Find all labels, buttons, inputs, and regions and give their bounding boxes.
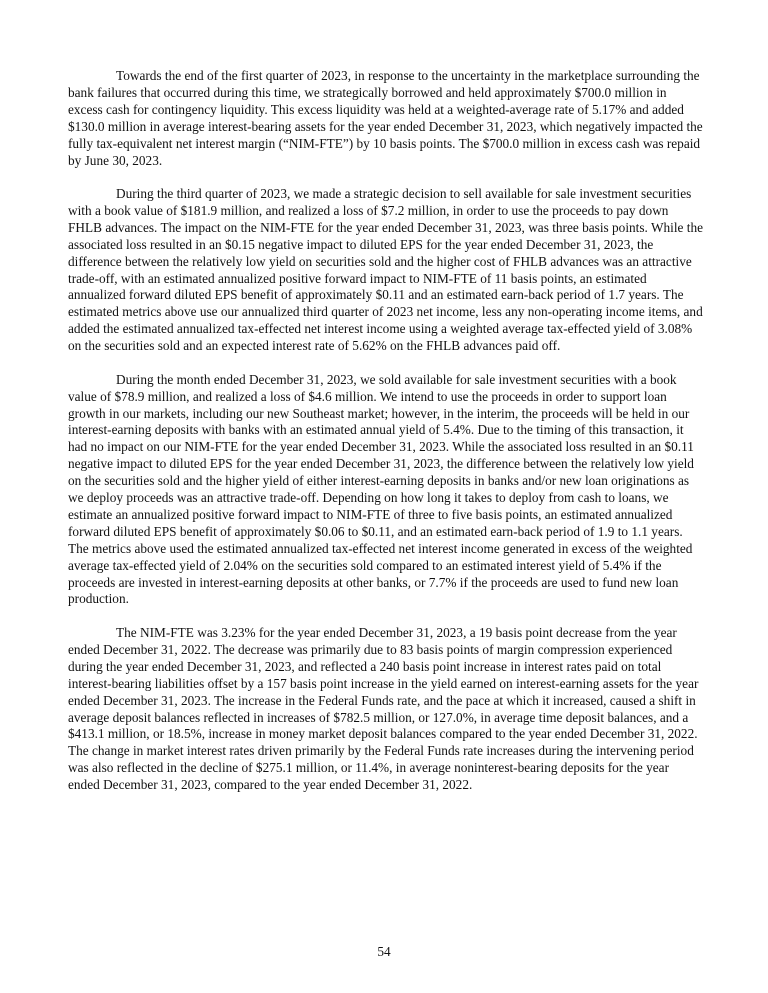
paragraph-december-securities-sale: During the month ended December 31, 2023, we sold available for sale investment securities with a book value of $78.9 million, and realized a loss of $4.6 million. We intend to use the proceeds in order to support loan growth in our markets, including our new Southeast market; however, in the interim, the proceeds will be held in our interest-earning deposits with banks with an estimated annual yield of 5.4%. Due to the timing of this transaction, it had no impact on our NIM-FTE for the year ended December 31, 2023. While the associated loss resulted in an $0.11 negative impact to diluted EPS for the year ended December 31, 2023, the difference between the relatively low yield on the securities sold and the higher yield of either interest-earning deposits in banks and/or new loan originations as we deploy proceeds was an attractive trade-off. Depending on how long it takes to deploy from cash to loans, we estimate an annualized positive forward impact to NIM-FTE of three to five basis points, an estimated annualized forward diluted EPS benefit of approximately $0.06 to $0.11, and an estimated earn-back period of 1.9 to 1.1 years. The metrics above used the estimated annualized tax-effected net interest income generated in excess of the weighted average tax-effected yield of 2.04% on the securities sold compared to an estimated interest yield of 5.4% if the proceeds are invested in interest-earning deposits at other banks, or 7.7% if the proceeds are used to fund new loan production.	[68, 371, 694, 607]
document-body	[68, 68, 704, 811]
paragraph-q3-securities-sale: During the third quarter of 2023, we made a strategic decision to sell available for sale investment securities with a book value of $181.9 million, and realized a loss of $7.2 million, in order to use the proceeds to pay down FHLB advances. The impact on the NIM-FTE for the year ended December 31, 2023, was three basis points. While the associated loss resulted in an $0.15 negative impact to diluted EPS for the year ended December 31, 2023, the difference between the relatively low yield on securities sold and the higher cost of FHLB advances was an attractive trade-off, with an estimated annualized positive forward impact to NIM-FTE of 11 basis points, an estimated annualized forward diluted EPS benefit of approximately $0.11 and an estimated earn-back period of 1.7 years. The estimated metrics above use our annualized third quarter of 2023 net income, less any non-operating income items, and added the estimated annualized tax-effected net interest income using a weighted average tax-effected yield of 3.08% on the securities sold and an expected interest rate of 5.62% on the FHLB advances paid off.	[68, 186, 703, 354]
paragraph-nim-fte-summary: The NIM-FTE was 3.23% for the year ended December 31, 2023, a 19 basis point decrease from the year ended December 31, 2022. The decrease was primarily due to 83 basis points of margin compression experienced during the year ended December 31, 2023, and reflected a 240 basis point increase in interest rates paid on total interest-bearing liabilities offset by a 157 basis point increase in the yield earned on interest-earning assets for the year ended December 31, 2023. The increase in the Federal Funds rate, and the pace at which it increased, caused a shift in average deposit balances reflected in increases of $782.5 million, or 127.0%, in average time deposit balances, and a $413.1 million, or 18.5%, increase in money market deposit balances compared to the year ended December 31, 2022. The change in market interest rates driven primarily by the Federal Funds rate increases during the intervening period was also reflected in the decline of $275.1 million, or 11.4%, in average noninterest-bearing deposits for the year ended December 31, 2023, compared to the year ended December 31, 2022.	[68, 624, 699, 793]
paragraph-excess-liquidity: Towards the end of the first quarter of 2023, in response to the uncertainty in the marketplace surrounding the bank failures that occurred during this time, we strategically borrowed and held approximately $700.0 million in excess cash for contingency liquidity. This excess liquidity was held at a weighted-average rate of 5.17% and added $130.0 million in average interest-bearing assets for the year ended December 31, 2023, which negatively impacted the fully tax-equivalent net interest margin (“NIM-FTE”) by 10 basis points. The $700.0 million in excess cash was repaid by June 30, 2023.	[68, 68, 703, 168]
page-number: 54	[377, 944, 391, 959]
